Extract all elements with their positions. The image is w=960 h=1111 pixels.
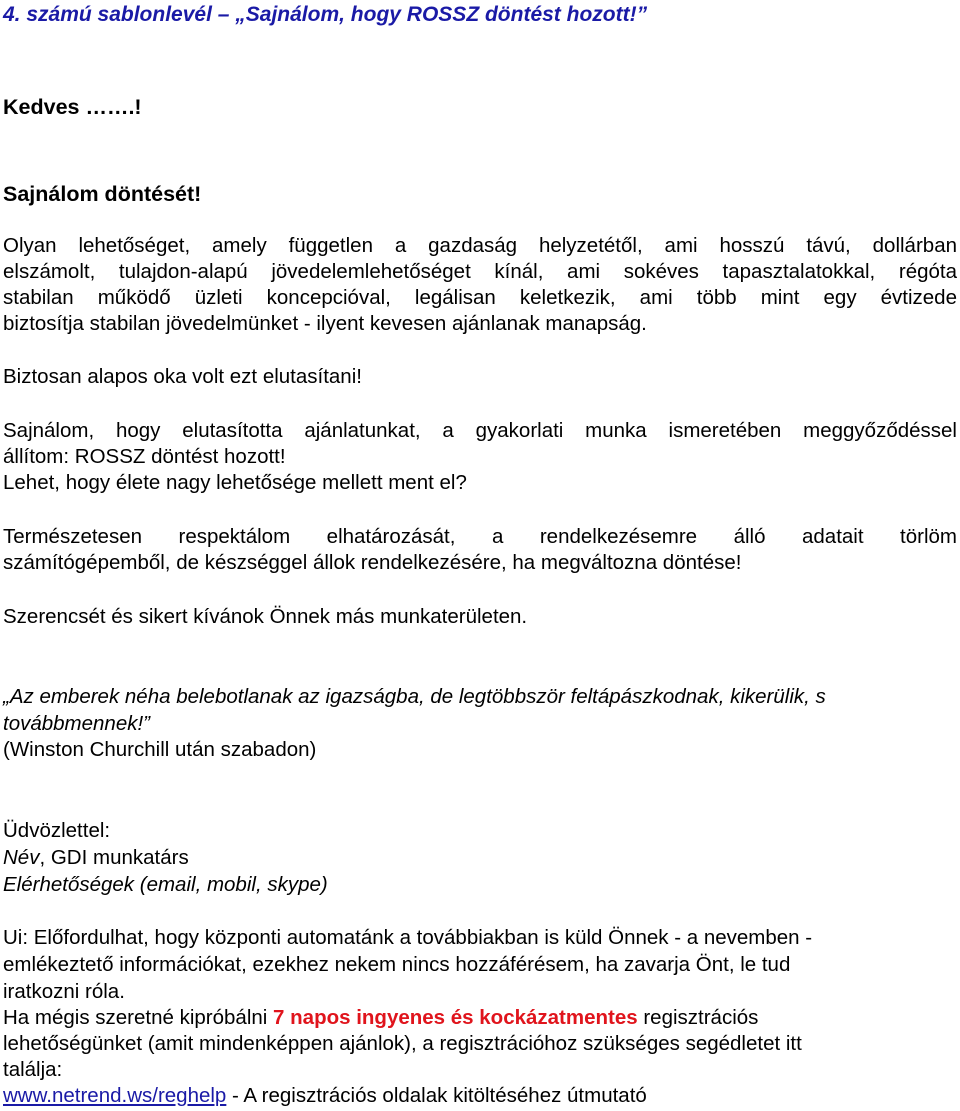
paragraph-1-line-1: Olyan lehetőséget, amely független a gazdaság helyzetétől, ami hosszú távú, dollárban [3, 234, 957, 257]
ps-line-1: Ui: Előfordulhat, hogy központi automatánk a továbbiakban is küld Önnek - a nevemben - [3, 926, 813, 949]
signature-name: Név [3, 846, 40, 869]
greeting: Kedves …….! [3, 95, 142, 119]
paragraph-1-line-2: elszámolt, tulajdon-alapú jövedelemlehetőséget kínál, ami sokéves tapasztalatokkal, régóta [3, 260, 957, 283]
letter-title: 4. számú sablonlevél – „Sajnálom, hogy ROSSZ döntést hozott!” [3, 3, 648, 26]
reghelp-link[interactable]: www.netrend.ws/reghelp [3, 1084, 227, 1107]
ps2-line-1 [3, 1005, 758, 1031]
ps2-suffix: regisztrációs [637, 1006, 759, 1029]
paragraph-5: Szerencsét és sikert kívánok Önnek más munkaterületen. [3, 605, 528, 628]
subheading: Sajnálom döntését! [3, 182, 202, 206]
help-link-description: - A regisztrációs oldalak kitöltéséhez útmutató [226, 1084, 647, 1107]
ps2-line-3: találja: [3, 1058, 63, 1081]
ps2-line-2: lehetőségünket (amit mindenképpen ajánlok), a regisztrációhoz szükséges segédletet itt [3, 1032, 802, 1055]
paragraph-3-line-3: Lehet, hogy élete nagy lehetősége mellett ment el? [3, 471, 467, 494]
help-link-line [3, 1083, 647, 1109]
paragraph-1-line-3: stabilan működő üzleti koncepcióval, legálisan keletkezik, ami több mint egy évtizede [3, 286, 957, 309]
ps2-prefix: Ha mégis szeretné kipróbálni [3, 1006, 274, 1029]
ps-line-3: iratkozni róla. [3, 980, 125, 1003]
paragraph-2: Biztosan alapos oka volt ezt elutasítani! [3, 365, 362, 388]
signature-role: , GDI munkatárs [39, 846, 189, 869]
paragraph-3-line-1: Sajnálom, hogy elutasította ajánlatunkat, a gyakorlati munka ismeretében meggyőződéssel [3, 419, 957, 442]
signature-contacts: Elérhetőségek (email, mobil, skype) [3, 873, 328, 896]
ps-line-2: emlékeztető információkat, ezekhez nekem nincs hozzáférésem, ha zavarja Önt, le tud [3, 953, 791, 976]
paragraph-3-line-2: állítom: ROSSZ döntést hozott! [3, 445, 286, 468]
trial-highlight: 7 napos ingyenes és kockázatmentes [273, 1006, 638, 1029]
quote-line-1: „Az emberek néha belebotlanak az igazságba, de legtöbbször feltápászkodnak, kikerülik, s [3, 685, 826, 708]
signature-line [3, 845, 189, 871]
paragraph-4-line-1: Természetesen respektálom elhatározását, a rendelkezésemre álló adatait törlöm [3, 525, 957, 548]
paragraph-1-line-4: biztosítja stabilan jövedelmünket - ilyent kevesen ajánlanak manapság. [3, 312, 647, 335]
closing: Üdvözlettel: [3, 819, 111, 842]
quote-line-2: továbbmennek!” [3, 712, 151, 735]
quote-attribution: (Winston Churchill után szabadon) [3, 738, 317, 761]
paragraph-4-line-2: számítógépemből, de készséggel állok rendelkezésére, ha megváltozna döntése! [3, 551, 742, 574]
